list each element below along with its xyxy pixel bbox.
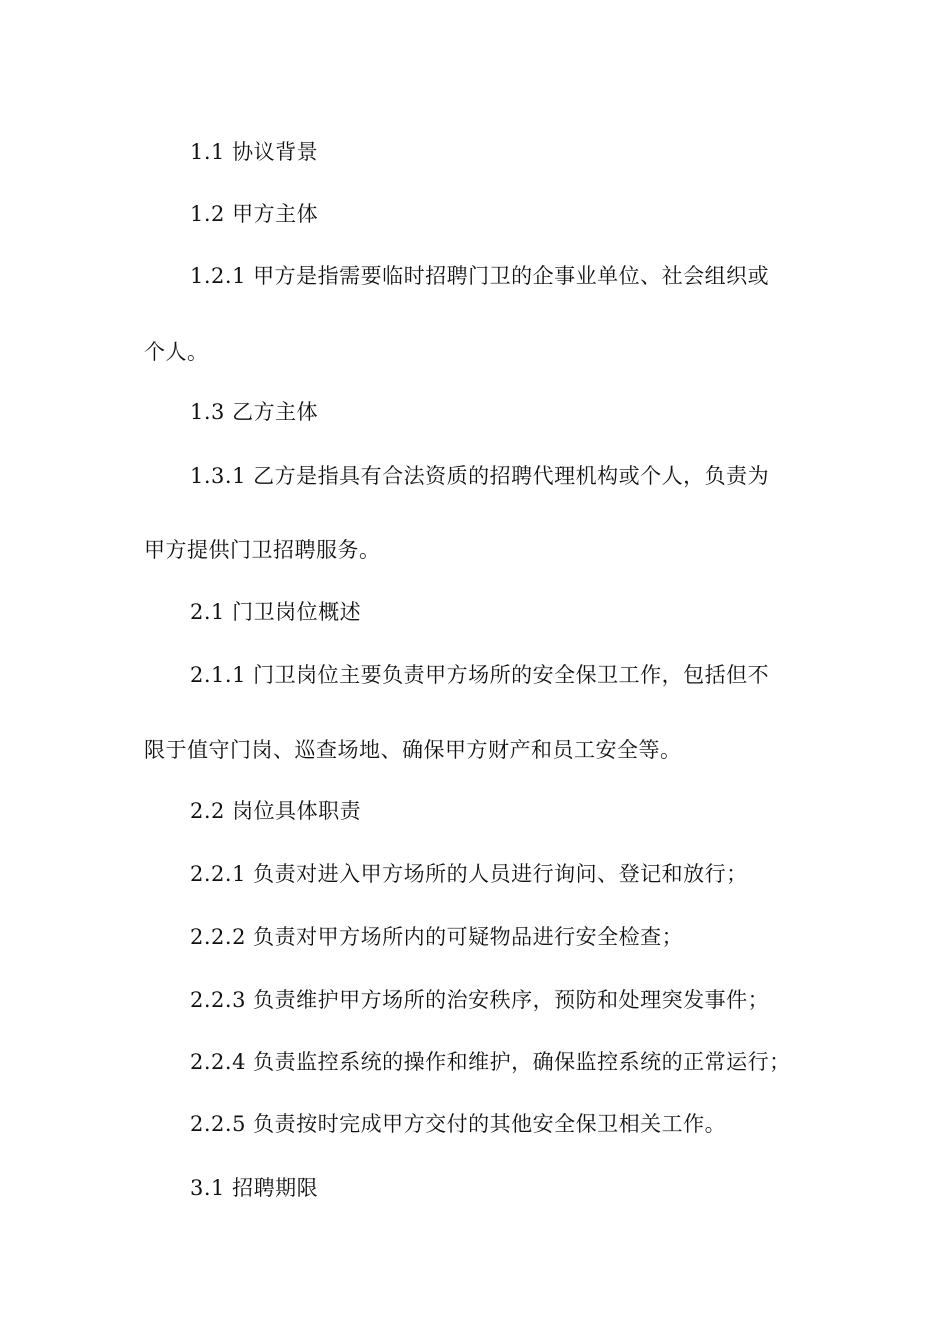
- section-heading-1-3: 1.3 乙方主体: [190, 400, 319, 424]
- section-heading-1-1: 1.1 协议背景: [190, 140, 319, 164]
- section-heading-2-2: 2.2 岗位具体职责: [190, 799, 362, 823]
- duty-item: 2.2.1 负责对进入甲方场所的人员进行询问、登记和放行；: [190, 862, 748, 886]
- duty-item: 2.2.5 负责按时完成甲方交付的其他安全保卫相关工作。: [190, 1112, 727, 1136]
- section-heading-2-1: 2.1 门卫岗位概述: [190, 600, 362, 624]
- paragraph-line: 2.1.1 门卫岗位主要负责甲方场所的安全保卫工作，包括但不: [190, 663, 770, 687]
- paragraph-line: 1.2.1 甲方是指需要临时招聘门卫的企事业单位、社会组织或: [190, 264, 770, 288]
- duty-item: 2.2.4 负责监控系统的操作和维护，确保监控系统的正常运行；: [190, 1050, 791, 1074]
- paragraph-line: 限于值守门岗、巡查场地、确保甲方财产和员工安全等。: [144, 738, 682, 762]
- section-heading-1-2: 1.2 甲方主体: [190, 202, 319, 226]
- paragraph-line: 个人。: [144, 340, 209, 364]
- paragraph-line: 1.3.1 乙方是指具有合法资质的招聘代理机构或个人，负责为: [190, 464, 770, 488]
- duty-item: 2.2.3 负责维护甲方场所的治安秩序，预防和处理突发事件；: [190, 988, 770, 1012]
- duty-item: 2.2.2 负责对甲方场所内的可疑物品进行安全检查；: [190, 925, 684, 949]
- section-heading-3-1: 3.1 招聘期限: [190, 1176, 319, 1200]
- paragraph-line: 甲方提供门卫招聘服务。: [144, 538, 381, 562]
